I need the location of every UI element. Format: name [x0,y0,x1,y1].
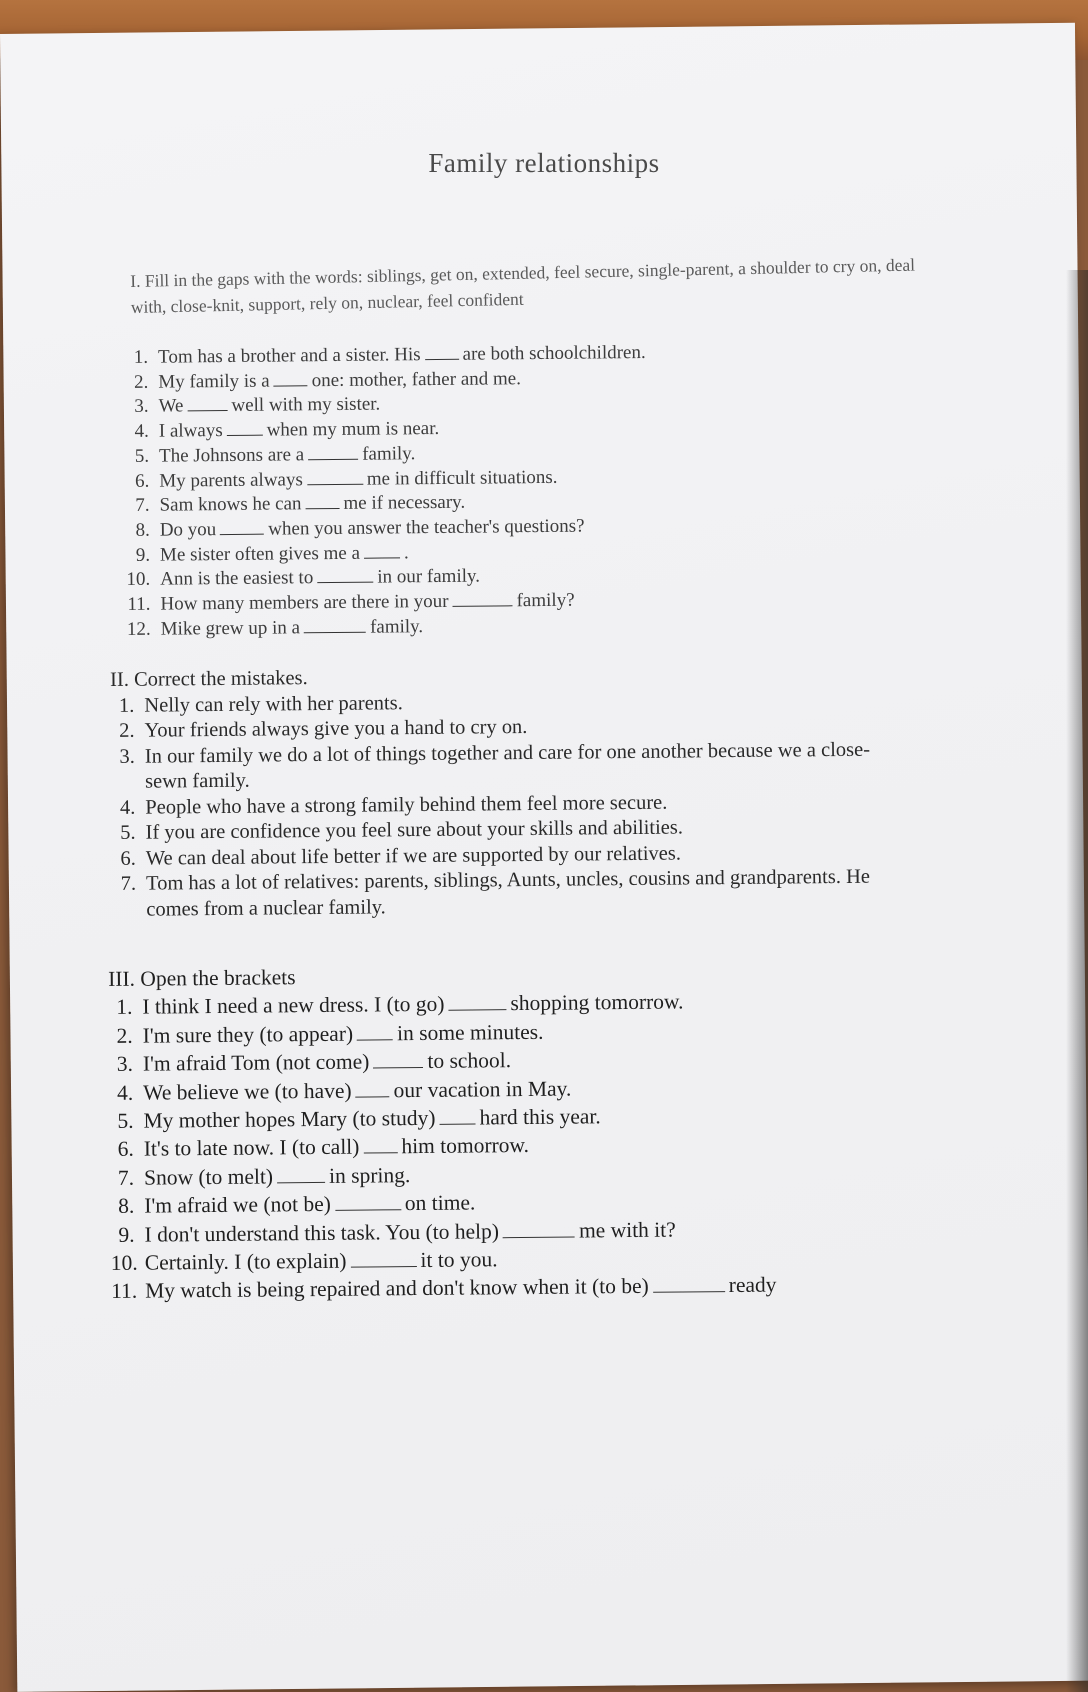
item-text: Me sister often gives me a [159,542,361,566]
item-text: shopping tomorrow. [510,989,684,1016]
answer-blank[interactable] [363,1139,397,1154]
item-number: 1. [116,995,133,1020]
item-number: 5. [117,1108,134,1133]
item-text: are both schoolchildren. [462,341,646,365]
answer-blank[interactable] [364,543,400,558]
item-number: 8. [135,519,150,541]
item-text: Sam knows he can [159,493,302,516]
item-text: I'm afraid Tom (not come) [142,1049,370,1076]
item-text: I think I need a new dress. I (to go) [142,992,445,1020]
item-text: one: mother, father and me. [311,367,522,391]
item-number: 10. [126,569,151,591]
item-number: 4. [119,796,136,819]
item-text: Do you [159,519,217,541]
exercise-item [127,613,649,643]
item-text: our vacation in May. [393,1076,572,1102]
section1-list [124,341,648,642]
item-text: I always [158,420,223,442]
item-number: 3. [116,1051,134,1077]
item-number: 10. [110,1250,138,1276]
answer-blank[interactable] [350,1252,416,1268]
item-text: hard this year. [479,1104,601,1130]
item-text: Ann is the easiest to [160,567,314,590]
answer-blank[interactable] [227,421,263,436]
item-text: The Johnsons are a [158,444,305,467]
item-text: it to you. [420,1247,498,1273]
item-text: If you are confidence you feel sure about your skills and abilities. [145,816,684,844]
item-number: 11. [111,1279,138,1304]
answer-blank[interactable] [220,520,264,535]
item-text: on time. [404,1190,476,1216]
item-number: 12. [126,618,151,640]
item-text: Nelly can rely with her parents. [144,691,403,717]
item-text: How many members are there in your [160,590,449,615]
section3-list [108,959,777,1306]
item-number: 6. [117,1137,134,1162]
item-continuation: sewn family. [144,769,250,793]
item-text: Mike grew up in a [160,617,301,640]
item-number: 7. [135,494,150,517]
item-number: 6. [120,847,136,870]
item-text: Snow (to melt) [143,1164,274,1190]
item-text: People who have a strong family behind them feel more secure. [145,791,668,819]
item-text: when you answer the teacher's questions? [268,515,585,540]
section-heading: III. Open the brackets [108,965,296,991]
answer-blank[interactable] [274,371,308,386]
item-number: 9. [118,1222,135,1247]
item-number: 5. [134,445,150,467]
item-text: We can deal about life better if we are supported by our relatives. [145,842,682,870]
answer-blank[interactable] [304,617,366,633]
item-text: to school. [427,1048,512,1074]
section1-instruction: I. Fill in the gaps with the words: siblings, get on, extended, feel secure, single-parent, a shoulder to cry on, deal with, close-knit, support, rely on, nuclear, feel confident [130,254,916,317]
item-number: 8. [118,1194,135,1219]
answer-blank[interactable] [308,445,358,460]
answer-blank[interactable] [653,1278,725,1294]
answer-blank[interactable] [448,996,506,1012]
item-text: well with my sister. [231,393,381,417]
item-text: My mother hopes Mary (to study) [143,1105,436,1133]
item-text: My family is a [158,370,270,393]
item-number: 2. [133,371,149,393]
item-text: family. [369,615,424,638]
item-text: me with it? [578,1217,676,1243]
item-text: in our family. [377,565,481,588]
item-number: 4. [116,1080,134,1105]
item-number: 11. [127,593,151,616]
item-text: ready [728,1273,777,1298]
item-number: 2. [116,1023,133,1048]
item-text: him tomorrow. [401,1133,530,1159]
answer-blank[interactable] [305,494,339,509]
answer-blank[interactable] [373,1053,423,1068]
item-number: 4. [134,420,149,443]
answer-blank[interactable] [503,1222,575,1238]
item-text: Tom has a lot of relatives: parents, siblings, Aunts, uncles, cousins and grandparents. He [145,865,871,895]
item-number: 6. [134,470,150,492]
item-text: in some minutes. [396,1019,544,1046]
item-number: 1. [118,694,135,717]
item-text: My parents always [159,468,303,492]
item-number: 7. [117,1165,135,1190]
item-text: family. [362,443,416,465]
section-heading: II. Correct the mistakes. [110,667,308,691]
item-text: me in difficult situations. [366,466,558,490]
item-text: I'm sure they (to appear) [142,1021,354,1048]
answer-blank[interactable] [357,1025,393,1040]
item-text: Certainly. I (to explain) [144,1248,347,1275]
answer-blank[interactable] [356,1082,390,1097]
item-text: when my mum is near. [266,418,440,441]
item-text: Your friends always give you a hand to cry on. [144,715,528,742]
answer-blank[interactable] [187,396,227,411]
item-number: 3. [134,396,149,418]
answer-blank[interactable] [317,568,373,584]
item-text: me if necessary. [343,491,466,515]
answer-blank[interactable] [335,1195,401,1211]
item-number: 9. [135,544,151,566]
answer-blank[interactable] [425,345,459,360]
item-text: I don't understand this task. You (to help) [144,1218,500,1247]
answer-blank[interactable] [439,1110,475,1125]
answer-blank[interactable] [452,591,512,607]
item-text: My watch is being repaired and don't know when it (to be) [145,1274,649,1304]
item-number: 7. [120,872,137,895]
item-text: family? [516,589,575,612]
page-title: Family relationships [428,148,660,178]
item-number: 5. [120,821,136,844]
item-number: 3. [119,745,135,768]
item-text: We believe we (to have) [143,1078,352,1105]
section2-list [110,661,872,923]
page-edge-shadow [1066,270,1088,1692]
item-text: I'm afraid we (not be) [144,1192,331,1218]
item-text: Tom has a brother and a sister. His [158,344,421,368]
answer-blank[interactable] [277,1168,325,1183]
item-number: 1. [133,346,149,368]
item-number: 2. [119,719,135,742]
item-text: . [403,541,409,563]
item-text: in spring. [328,1162,411,1188]
answer-blank[interactable] [307,469,363,485]
item-text: We [158,395,184,418]
item-text: In our family we do a lot of things together and care for one another because we a close- [144,738,871,768]
item-text: It's to late now. I (to call) [143,1135,360,1162]
item-continuation: comes from a nuclear family. [146,895,386,921]
